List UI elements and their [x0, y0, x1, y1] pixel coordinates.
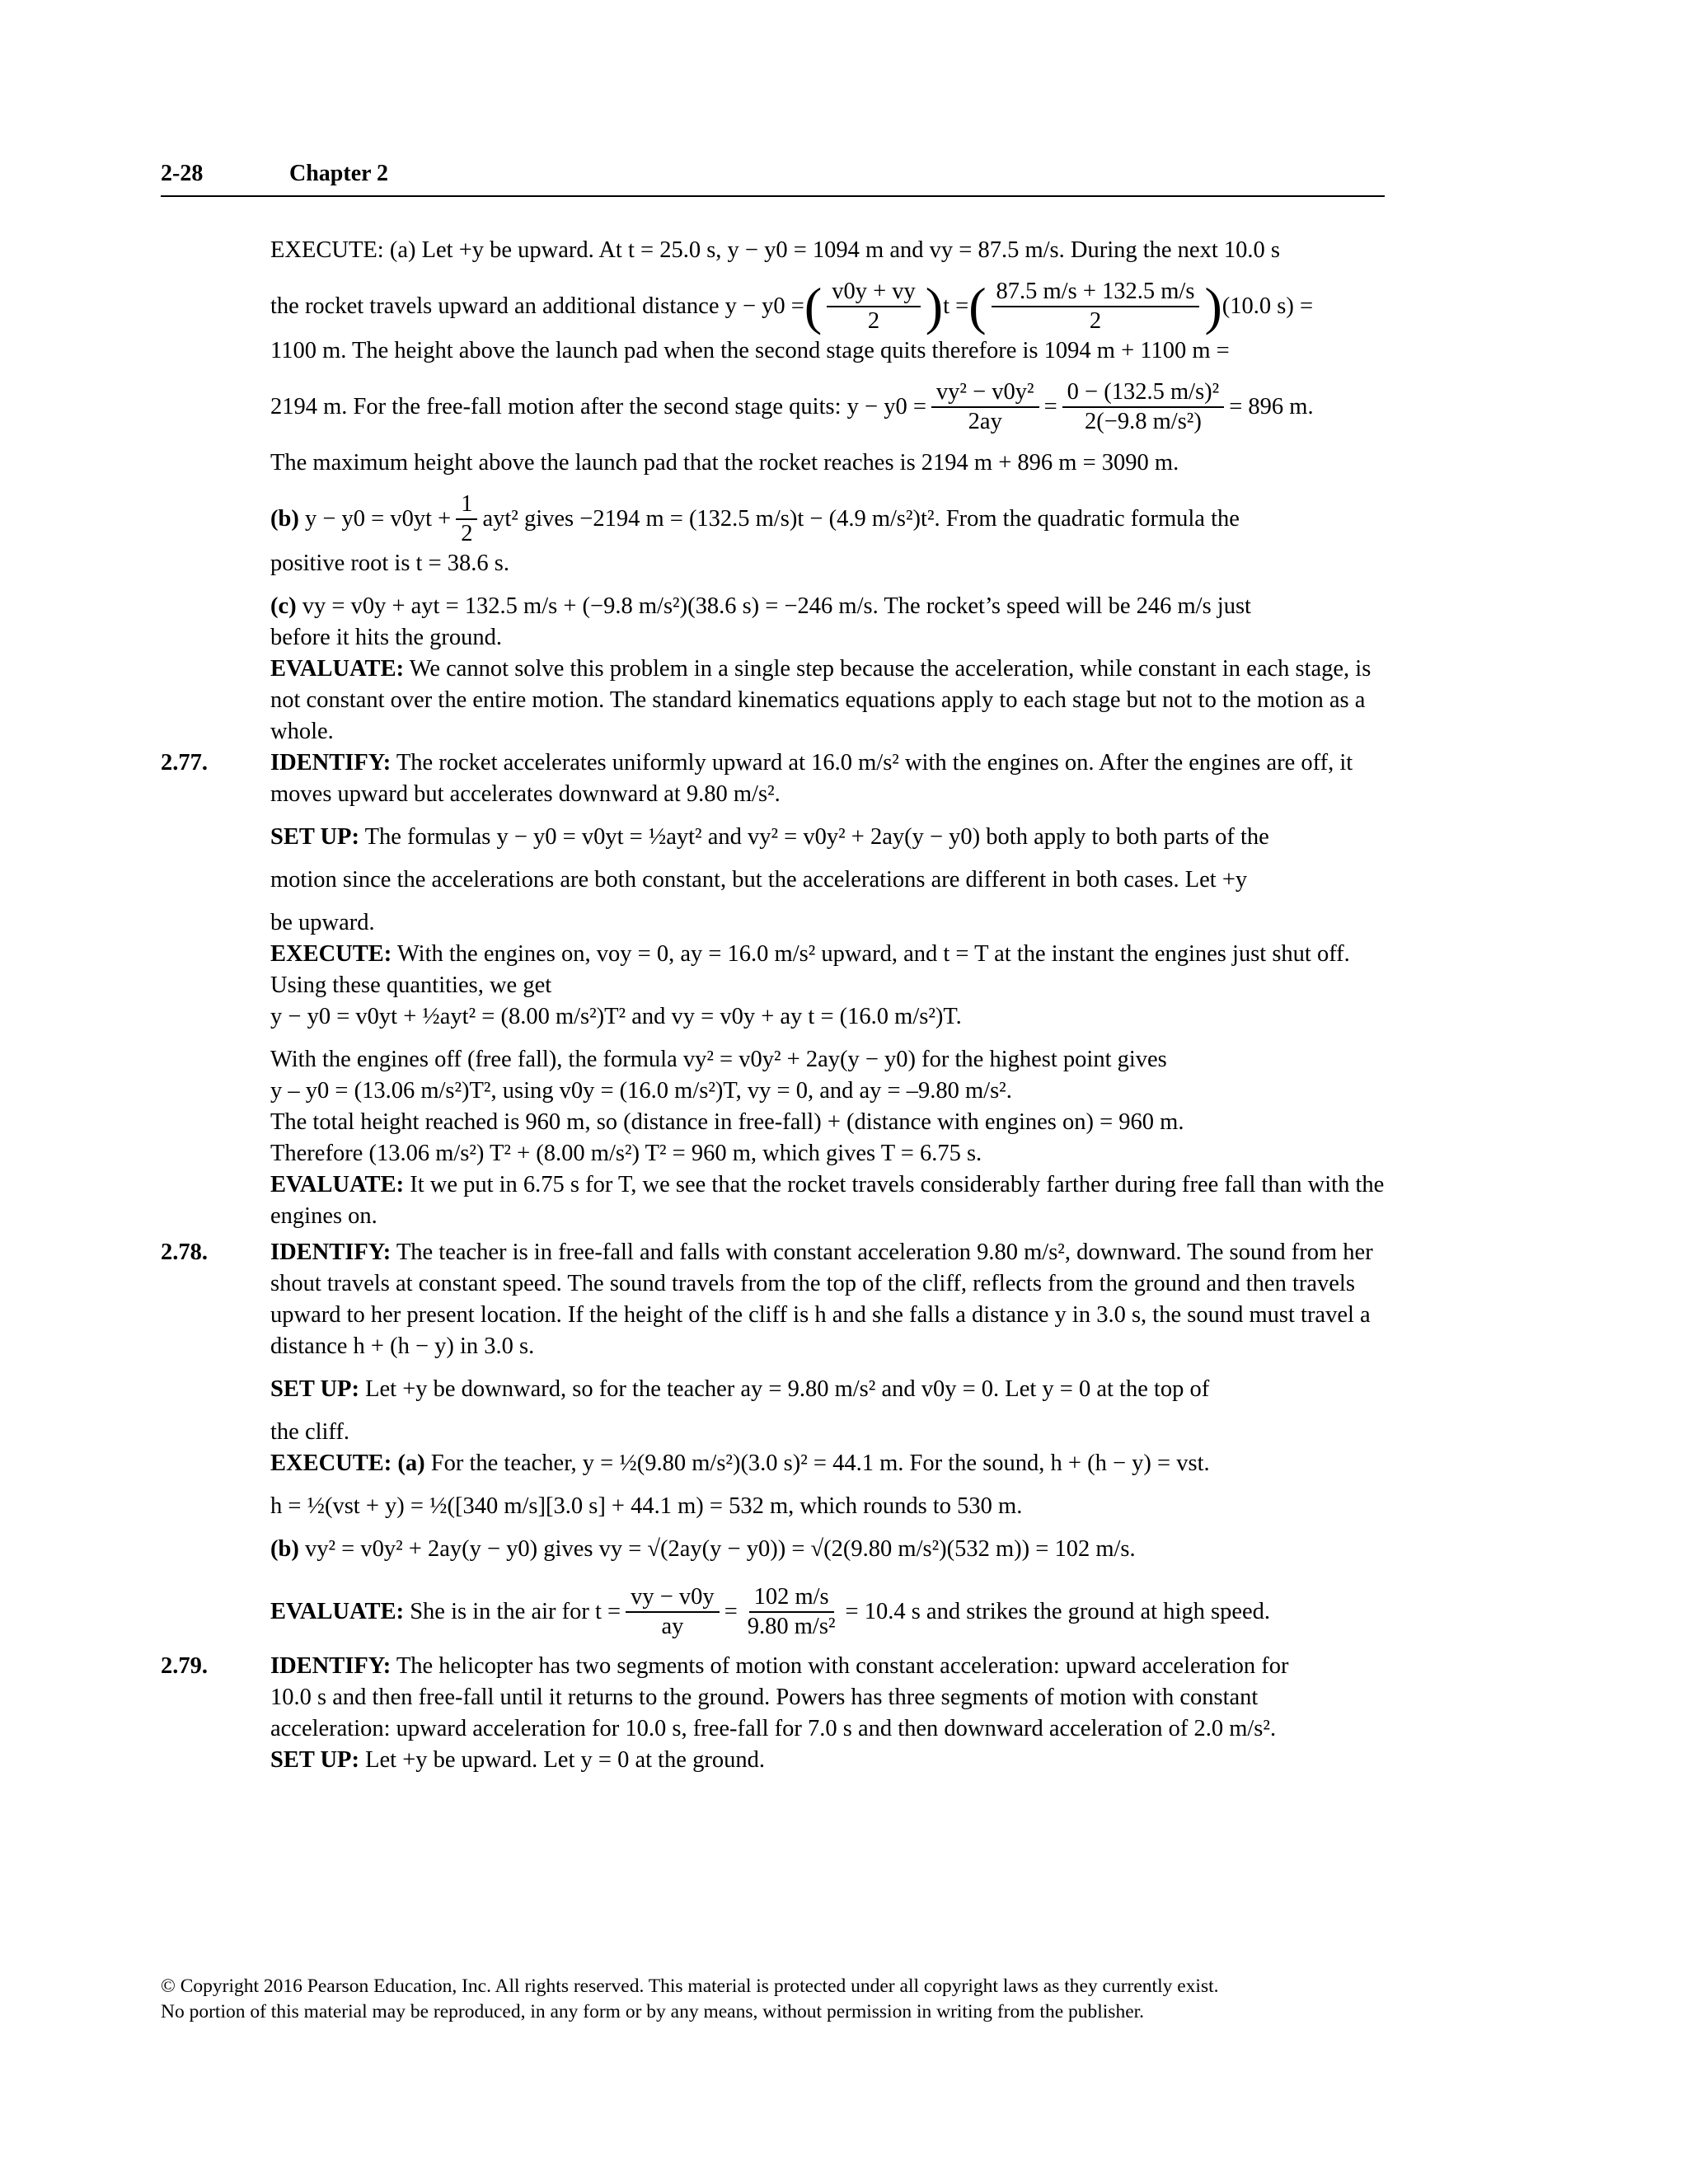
- p76-text: 2194 m. For the free-fall motion after the second stage quits: y − y0 =: [270, 394, 926, 419]
- p78-execute-a: [270, 1448, 1389, 1479]
- p78-text: = 10.4 s and strikes the ground at high speed.: [845, 1599, 1271, 1624]
- section-label: IDENTIFY:: [270, 750, 392, 776]
- p77-setup-line3: be upward.: [270, 910, 375, 935]
- section-label: IDENTIFY:: [270, 1653, 392, 1679]
- part-label: (c): [270, 593, 297, 619]
- p77-execute: [270, 939, 1389, 1001]
- p77-identify: [270, 748, 1389, 810]
- p77-execute-text3: y – y0 = (13.06 m/s²)T², using v0y = (16.0 m/s²)T, vy = 0, and ay = –9.80 m/s².: [270, 1078, 1012, 1104]
- page-number: 2-28: [161, 161, 204, 186]
- problem-number: 2.79.: [161, 1653, 208, 1679]
- p77-execute-text4: The total height reached is 960 m, so (distance in free-fall) + (distance with engines on) = 960 m.: [270, 1109, 1184, 1135]
- p78-text: vy² = v0y² + 2ay(y − y0) gives vy = √(2ay(y − y0)) = √(2(9.80 m/s²)(532 m)) = 102 m/s.: [304, 1536, 1136, 1562]
- p79-identify: [270, 1651, 1389, 1682]
- frac-den: 2: [1089, 308, 1102, 334]
- p78-text: The teacher is in free-fall and falls with constant acceleration 9.80 m/s², downward. The sound from her shout travels at constant speed. The sound travels from the top of the cliff, reflects from the ground and then travels upward to her present location. If the height of the cliff is h and she falls a distance y in 3.0 s, the sound must travel a distance h + (h − y) in 3.0 s.: [270, 1240, 1373, 1359]
- section-label: SET UP:: [270, 1747, 359, 1773]
- frac-num: vy² − v0y²: [931, 378, 1039, 408]
- part-label: (b): [270, 1536, 299, 1562]
- section-label: EVALUATE:: [270, 656, 405, 682]
- section-label: EVALUATE:: [270, 1599, 405, 1624]
- p78-evaluate: [270, 1583, 1389, 1641]
- frac-den: 2ay: [968, 409, 1002, 434]
- part-label: (a): [397, 1451, 425, 1476]
- fraction: [827, 278, 921, 335]
- p77-execute-text5: Therefore (13.06 m/s²) T² + (8.00 m/s²) T² = 960 m, which gives T = 6.75 s.: [270, 1141, 982, 1166]
- fraction: [743, 1583, 841, 1641]
- problem-2-77: [161, 748, 1389, 1232]
- section-label: EXECUTE:: [270, 1451, 392, 1476]
- p76-text: =: [1043, 394, 1057, 419]
- frac-num: vy − v0y: [626, 1583, 720, 1613]
- p76-execute-a-line2: the rocket travels upward an additional distance y − y0 = ( $\frac{v0y + vy}{2}$ ) t = ( $\frac{87.5 m/s + 132.5 m/s}{2}$ ) (10.0 s) =: [270, 277, 1314, 335]
- p77-evaluate: [270, 1169, 1389, 1232]
- problem-2-79: [161, 1651, 1389, 1776]
- p76-text: (10.0 s) =: [1221, 293, 1314, 319]
- frac-den: 2(−9.8 m/s²): [1085, 409, 1202, 434]
- frac-num: v0y + vy: [827, 278, 921, 307]
- p77-text: With the engines on, voy = 0, ay = 16.0 m/s² upward, and t = T at the instant the engines just shut off. Using these quantities, we get: [270, 941, 1350, 998]
- p78-setup-line2: the cliff.: [270, 1419, 350, 1445]
- fraction: [456, 490, 477, 548]
- p76-part-b: [270, 490, 1389, 548]
- p78-setup: [270, 1374, 1389, 1405]
- p76-part-b-line2: positive root is t = 38.6 s.: [270, 551, 509, 576]
- p76-part-c-line2: before it hits the ground.: [270, 625, 502, 650]
- problem-number: 2.77.: [161, 750, 208, 776]
- problem-number: 2.78.: [161, 1240, 208, 1265]
- chapter-title: Chapter 2: [289, 161, 389, 186]
- section-label: EVALUATE:: [270, 1172, 405, 1197]
- p78-text: She is in the air for t =: [410, 1599, 621, 1624]
- p79-text: The helicopter has two segments of motion with constant acceleration: upward acceleration for: [396, 1653, 1289, 1679]
- p77-execute-text2: With the engines off (free fall), the formula vy² = v0y² + 2ay(y − y0) for the highest point gives: [270, 1047, 1167, 1072]
- fraction: [626, 1583, 720, 1641]
- frac-den: ay: [661, 1614, 684, 1639]
- p79-identify-line3: acceleration: upward acceleration for 10.0 s, free-fall for 7.0 s and then downward acceleration of 2.0 m/s².: [270, 1716, 1277, 1741]
- copyright-footer: [161, 1974, 1430, 2025]
- p76-text: vy = v0y + ayt = 132.5 m/s + (−9.8 m/s²)(38.6 s) = −246 m/s. The rocket’s speed will be 246 m/s just: [302, 593, 1251, 619]
- p76-text: t =: [943, 293, 969, 319]
- p76-text: ayt² gives −2194 m = (132.5 m/s)t − (4.9 m/s²)t². From the quadratic formula the: [482, 506, 1240, 532]
- p78-execute-a-line2: h = ½(vst + y) = ½([340 m/s][3.0 s] + 44.1 m) = 532 m, which rounds to 530 m.: [270, 1493, 1023, 1519]
- section-label: IDENTIFY:: [270, 1240, 392, 1265]
- footer-line1: © Copyright 2016 Pearson Education, Inc. All rights reserved. This material is protected under all copyright laws as they currently exist.: [161, 1975, 1219, 1997]
- p76-execute-a-line3: 1100 m. The height above the launch pad when the second stage quits therefore is 1094 m + 1100 m =: [270, 338, 1230, 363]
- frac-num: 102 m/s: [749, 1583, 834, 1613]
- section-label: SET UP:: [270, 824, 359, 850]
- p78-text: For the teacher, y = ½(9.80 m/s²)(3.0 s)² = 44.1 m. For the sound, h + (h − y) = vst.: [430, 1451, 1210, 1476]
- fraction: [1062, 378, 1225, 436]
- p76-execute-a-line5: The maximum height above the launch pad that the rocket reaches is 2194 m + 896 m = 3090 m.: [270, 450, 1179, 476]
- p76-text: We cannot solve this problem in a single step because the acceleration, while constant in each stage, is not constant over the entire motion. The standard kinematics equations apply to each stage but not to the motion as a whole.: [270, 656, 1372, 744]
- p79-text: Let +y be upward. Let y = 0 at the ground.: [365, 1747, 765, 1773]
- document-body: [161, 235, 1389, 1776]
- p78-identify: [270, 1237, 1389, 1362]
- part-label: (b): [270, 506, 299, 532]
- p77-setup-line2: motion since the accelerations are both constant, but the accelerations are different in both cases. Let +y: [270, 867, 1248, 893]
- p77-text: The rocket accelerates uniformly upward at 16.0 m/s² with the engines on. After the engines are off, it moves upward but accelerates downward at 9.80 m/s².: [270, 750, 1353, 807]
- frac-den: 9.80 m/s²: [747, 1614, 836, 1639]
- section-label: EXECUTE:: [270, 941, 392, 967]
- p78-text: =: [724, 1599, 738, 1624]
- p77-setup: [270, 822, 1389, 853]
- problem-2-78: [161, 1237, 1389, 1641]
- p77-execute-eq1: y − y0 = v0yt + ½ayt² = (8.00 m/s²)T² and vy = v0y + ay t = (16.0 m/s²)T.: [270, 1004, 962, 1029]
- p76-text: the rocket travels upward an additional distance y − y0 =: [270, 293, 804, 319]
- frac-den: 2: [461, 521, 473, 546]
- frac-num: 87.5 m/s + 132.5 m/s: [992, 278, 1200, 307]
- fraction: [931, 378, 1039, 436]
- p76-execute-a-line4: [270, 378, 1389, 436]
- p79-setup: [270, 1745, 1389, 1776]
- footer-line2: No portion of this material may be reproduced, in any form or by any means, without permission in writing from the publisher.: [161, 2001, 1145, 2022]
- section-label: SET UP:: [270, 1376, 359, 1402]
- p78-execute-b: [270, 1534, 1389, 1565]
- frac-num: 0 − (132.5 m/s)²: [1062, 378, 1225, 408]
- p78-text: Let +y be downward, so for the teacher ay = 9.80 m/s² and v0y = 0. Let y = 0 at the top of: [365, 1376, 1210, 1402]
- p76-evaluate: [270, 654, 1389, 748]
- p77-text: It we put in 6.75 s for T, we see that the rocket travels considerably farther during free fall than with the engines on.: [270, 1172, 1385, 1229]
- frac-den: 2: [867, 308, 880, 334]
- p76-part-c: [270, 591, 1389, 622]
- p76-text: y − y0 = v0yt +: [304, 506, 452, 532]
- p76-execute-a-line1: EXECUTE: (a) Let +y be upward. At t = 25.0 s, y − y0 = 1094 m and vy = 87.5 m/s. During the next 10.0 s: [270, 237, 1280, 263]
- fraction: [992, 278, 1200, 335]
- frac-num: 1: [456, 490, 477, 520]
- page-header: [161, 161, 1385, 197]
- p79-identify-line2: 10.0 s and then free-fall until it returns to the ground. Powers has three segments of motion with constant: [270, 1685, 1259, 1710]
- p77-text: The formulas y − y0 = v0yt = ½ayt² and vy² = v0y² + 2ay(y − y0) both apply to both parts of the: [364, 824, 1269, 850]
- p76-text: = 896 m.: [1229, 394, 1314, 419]
